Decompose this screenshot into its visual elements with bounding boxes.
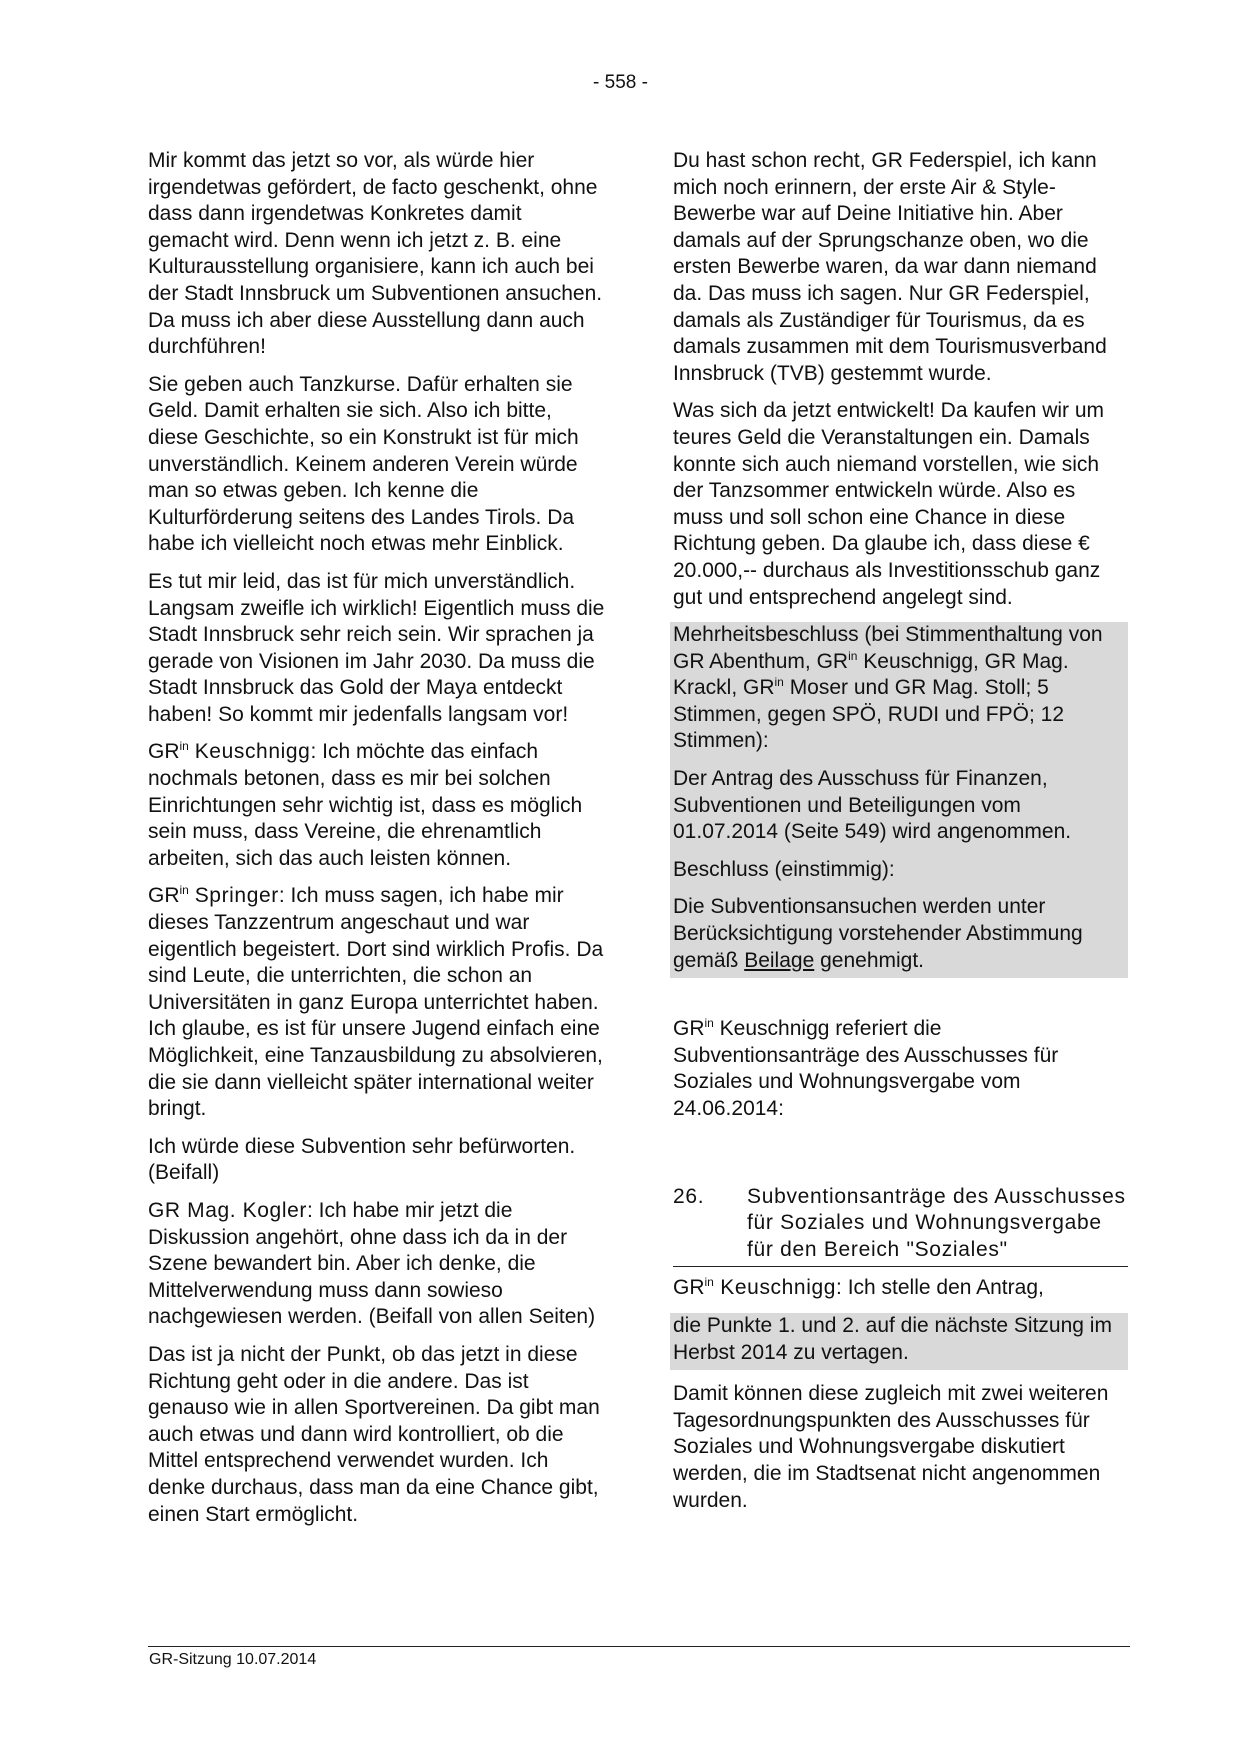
left-column [148,148,606,1539]
motion-box [670,1313,1128,1370]
paragraph: Das ist ja nicht der Punkt, ob das jetzt in diese Richtung geht oder in die andere. Das ist genauso wie in allen Sportvereinen. Da gibt man auch etwas und dann wird kontrolliert, ob die Mittel entsprechend verwendet wurden. Ich denke durchaus, dass man da eine Chance gibt, einen Start ermöglicht. [148,1342,600,1526]
title-superscript: in [848,648,858,663]
title: GR [148,740,180,764]
agenda-number: 26. [673,1184,705,1208]
speaker-name: GR Mag. Kogler [148,1198,307,1222]
report-intro: $GR^{in}$ Keuschnigg referiert die Subventionsanträge des Ausschusses für Soziales und Wohnungsvergabe vom 24.06.2014: [673,1016,1059,1120]
resolution-label: Beschluss (einstimmig): [673,857,895,881]
agenda-item-heading [673,1184,1128,1268]
spacer [673,978,1128,1016]
paragraph: Damit können diese zugleich mit zwei weiteren Tagesordnungspunkten des Ausschusses für Soziales und Wohnungsvergabe diskutiert werden, die im Stadtsenat nicht angenommen wurden. [673,1382,1109,1512]
speech-keuschnigg [148,739,606,872]
speech-springer [148,883,606,1122]
title-superscript: in [704,1016,714,1031]
speech-text: : Ich möchte das einfach nochmals betonen, dass es mir bei solchen Einrichtungen sehr wichtig ist, dass es möglich sein muss, dass Vereine, die ehrenamtlich arbeiten, sich das auch leisten können. [148,740,583,870]
paragraph: Was sich da jetzt entwickelt! Da kaufen wir um teures Geld die Veranstaltungen ein. Damals konnte sich auch niemand vorstellen, wie sich der Tanzsommer entwickeln würde. Also es muss und soll schon eine Chance in diese Richtung geben. Da glaube ich, dass diese € 20.000,-- durchaus als Investitionsschub ganz gut und entsprechend angelegt sind. [673,399,1105,609]
title-superscript: in [704,1275,714,1290]
speech-text: : Ich muss sagen, ich habe mir dieses Tanzzentrum angeschaut und war eigentlich begeistert. Dort sind wirklich Profis. Da sind Leute, die unterrichten, die schon an Universitäten in ganz Europa unterrichtet haben. Ich glaube, es ist für unsere Jugend einfach eine Möglichkeit, eine Tanzausbildung zu absolvieren, die sie dann vielleicht später international weiter bringt. [148,884,604,1121]
speech-text: : Ich habe mir jetzt die Diskussion angehört, ohne dass ich da in der Szene bewandert bin. Aber ich denke, die Mittelverwendung muss dann sowieso nachgewiesen werden. (Beifall von allen Seiten) [148,1198,596,1329]
footer-session-date: GR-Sitzung 10.07.2014 [149,1651,317,1668]
title-superscript: in [774,675,784,690]
paragraph: Ich würde diese Subvention sehr befürworten. (Beifall) [148,1134,576,1185]
beilage-link[interactable]: Beilage [744,948,815,972]
resolution-box [670,622,1128,978]
right-column [673,148,1128,1525]
agenda-title: Subventionsanträge des Ausschusses für Soziales und Wohnungsvergabe für den Bereich "Soziales" [747,1184,1126,1261]
paragraph: Es tut mir leid, das ist für mich unverständlich. Langsam zweifle ich wirklich! Eigentlich muss die Stadt Innsbruck sehr reich sein. Wir sprachen ja gerade von Visionen im Jahr 2030. Da muss die Stadt Innsbruck das Gold der Maya entdeckt haben! So kommt mir jedenfalls langsam vor! [148,569,605,726]
footer-divider [148,1646,1130,1647]
speaker-name: Keuschnigg [194,740,311,764]
postpone-motion: die Punkte 1. und 2. auf die nächste Sitzung im Herbst 2014 zu vertagen. [673,1313,1112,1364]
title: GR [148,884,180,908]
paragraph: Sie geben auch Tanzkurse. Dafür erhalten sie Geld. Damit erhalten sie sich. Also ich bitte, diese Geschichte, so ein Konstrukt ist für mich unverständlich. Keinem anderen Verein würde man so etwas geben. Ich kenne die Kulturförderung seitens des Landes Tirols. Da habe ich vielleicht noch etwas mehr Einblick. [148,372,579,556]
subsidy-approval: Die Subventionsansuchen werden unter Berücksichtigung vorstehender Abstimmung gemäß Beilage genehmigt. [673,895,1083,972]
speech-keuschnigg-motion: $GR^{in}$ Keuschnigg: Ich stelle den Antrag, [673,1275,1044,1300]
vote-result: Mehrheitsbeschluss (bei Stimmenthaltung von GR Abenthum, $GR^{in}$ Keuschnigg, GR Mag. Krackl, $GR^{in}$ Moser und GR Mag. Stoll; 5 Stimmen, gegen SPÖ, RUDI und FPÖ; 12 Stimmen): [673,623,1103,753]
spacer [673,1134,1128,1184]
speaker-name: Keuschnigg [713,1276,837,1300]
speaker-name: Springer [194,884,279,908]
page-number: - 558 - [593,72,648,93]
speech-kogler [148,1198,606,1331]
title-superscript: in [179,883,189,898]
title-superscript: in [179,739,189,754]
paragraph: Du hast schon recht, GR Federspiel, ich kann mich noch erinnern, der erste Air & Style-Bewerbe war auf Deine Initiative hin. Aber damals auf der Sprungschanze oben, wo die ersten Bewerbe waren, da war dann niemand da. Das muss ich sagen. Nur GR Federspiel, damals als Zuständiger für Tourismus, da es damals zusammen mit dem Tourismusverband Innsbruck (TVB) gestemmt wurde. [673,149,1107,385]
motion-accepted: Der Antrag des Ausschuss für Finanzen, Subventionen und Beteiligungen vom 01.07.2014 (Seite 549) wird angenommen. [673,767,1072,844]
paragraph: Mir kommt das jetzt so vor, als würde hier irgendetwas gefördert, de facto geschenkt, ohne dass dann irgendetwas Konkretes damit gemacht wird. Denn wenn ich jetzt z. B. eine Kulturausstellung organisiere, kann ich auch bei der Stadt Innsbruck um Subventionen ansuchen. Da muss ich aber diese Ausstellung dann auch durchführen! [148,149,603,359]
